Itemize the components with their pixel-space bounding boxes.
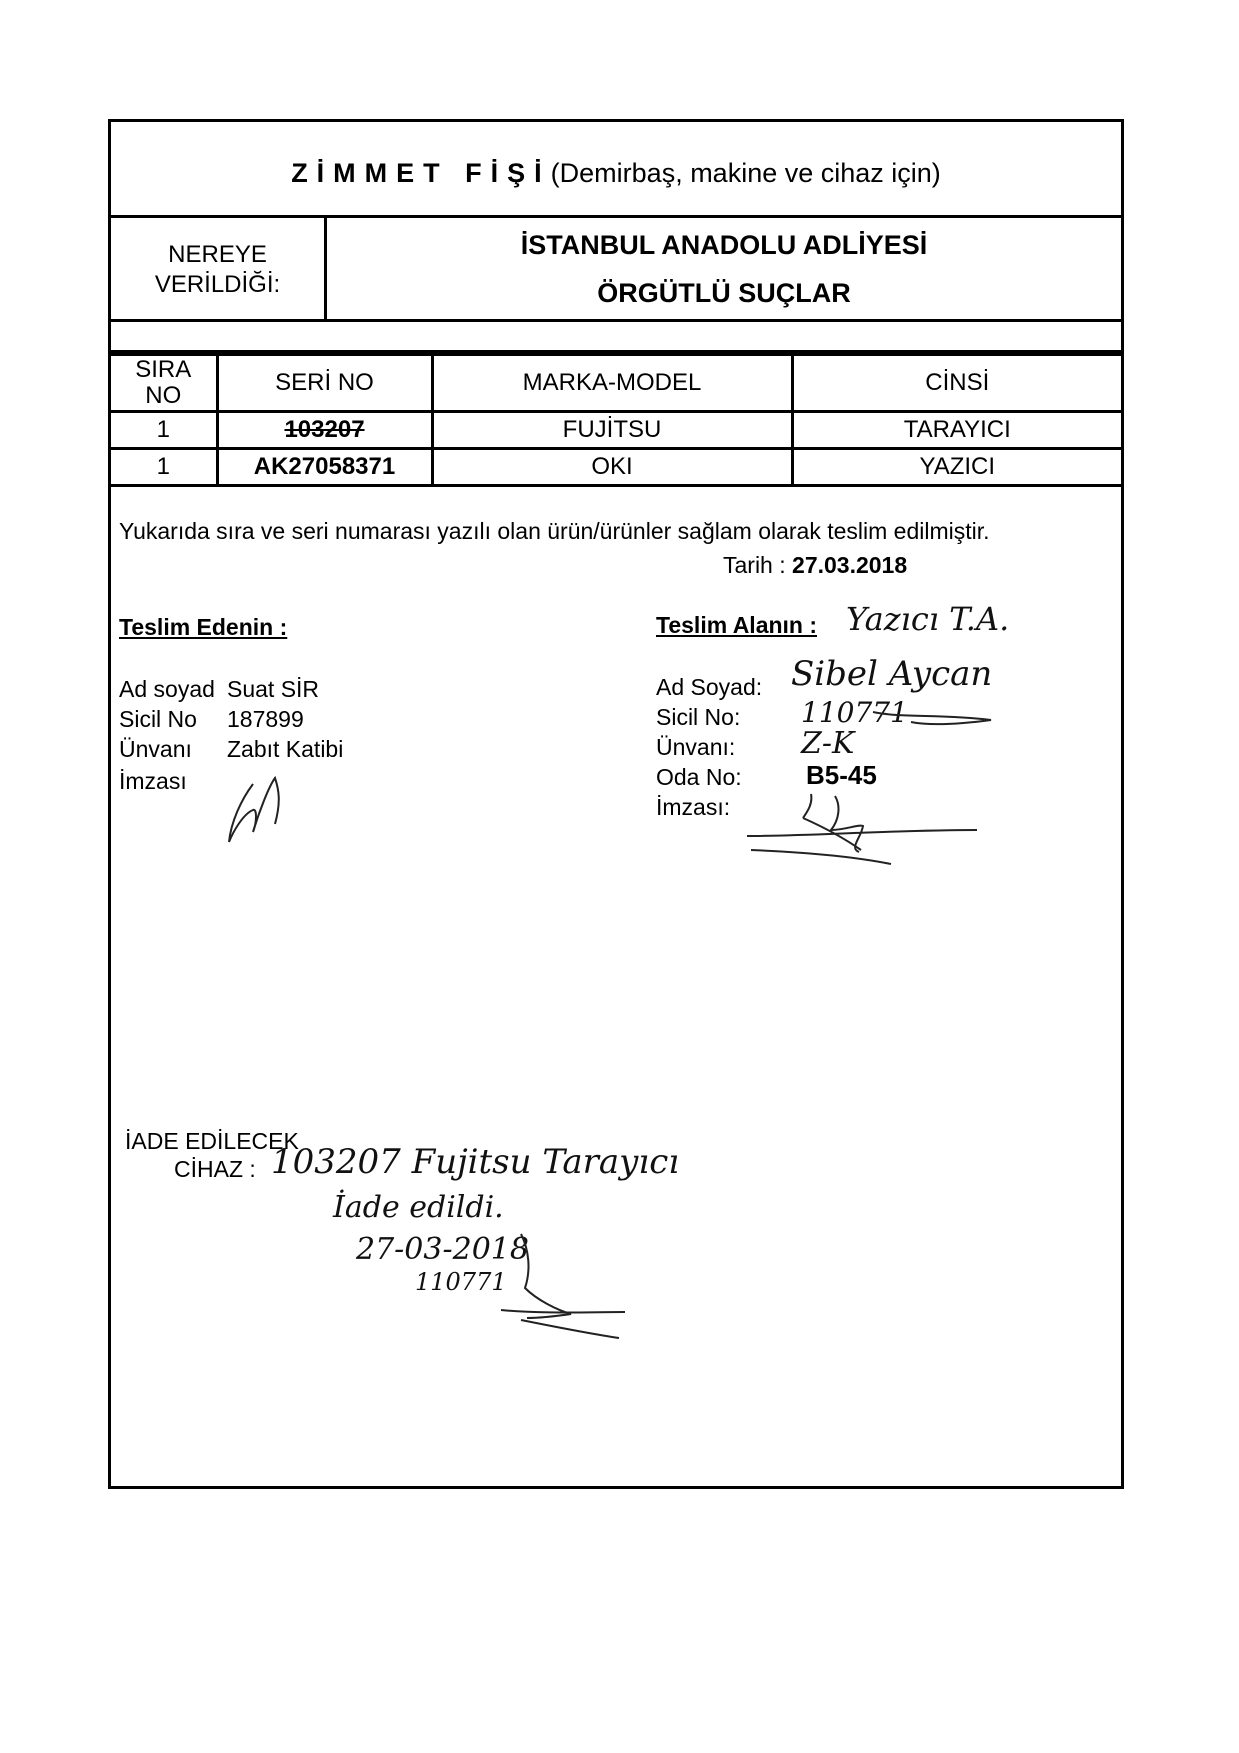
- cell-cinsi: TARAYICI: [792, 412, 1121, 449]
- destination-row: [111, 218, 1121, 322]
- items-table: [111, 353, 1121, 487]
- receiver-registry-value: 110771: [801, 696, 908, 729]
- column-header: MARKA-MODEL: [432, 355, 792, 412]
- return-handwritten-line1: 103207 Fujitsu Tarayıcı: [271, 1142, 680, 1182]
- receiver-name-label: Ad Soyad:: [656, 674, 763, 700]
- column-header: CİNSİ: [792, 355, 1121, 412]
- cell-marka-model: OKI: [432, 449, 792, 486]
- table-header-row: [111, 355, 1121, 412]
- form-title: [111, 158, 1121, 189]
- giver-registry-value: 187899: [227, 706, 304, 732]
- table-row: [111, 412, 1121, 449]
- date-label: Tarih :: [723, 552, 786, 578]
- cell-sira-no: 1: [111, 449, 217, 486]
- giver-signature-label: İmzası: [119, 768, 187, 794]
- form-frame: [108, 119, 1124, 1489]
- destination-label-line2: VERİLDİĞİ:: [154, 271, 281, 298]
- receiver-name-value: Sibel Aycan: [791, 654, 993, 694]
- receiver-registry-scribble: [871, 698, 1001, 738]
- destination-label: [111, 218, 327, 319]
- form-title-note: (Demirbaş, makine ve cihaz için): [550, 158, 941, 188]
- statement: Yukarıda sıra ve seri numarası yazılı olan ürün/ürünler sağlam olarak teslim edilmiştir.: [119, 518, 990, 544]
- date: [723, 552, 907, 579]
- receiver-signature: [741, 790, 981, 870]
- form-title-main: ZİMMET FİŞİ: [291, 158, 551, 188]
- giver-name-label: Ad soyad: [119, 676, 215, 702]
- blank-row: [111, 322, 1121, 353]
- table-row: [111, 449, 1121, 486]
- column-header: SERİ NO: [217, 355, 432, 412]
- struck-serial: 103207: [284, 416, 365, 443]
- destination-value-line2: ÖRGÜTLÜ SUÇLAR: [597, 278, 851, 308]
- giver-position-label: Ünvanı: [119, 736, 192, 762]
- giver-registry-label: Sicil No: [119, 706, 197, 732]
- cell-seri-no: [217, 412, 432, 449]
- receiver-signature-label: İmzası:: [656, 794, 731, 820]
- return-handwritten-line4: 110771: [415, 1268, 507, 1296]
- receiver-room-label: Oda No:: [656, 764, 742, 790]
- date-value: 27.03.2018: [792, 552, 908, 578]
- receiver-position-value: Z-K: [801, 726, 855, 761]
- receiver-room-value: B5-45: [806, 760, 877, 790]
- receiver-title-handwritten: Yazıcı T.A.: [846, 600, 1010, 638]
- destination-label-line1: NEREYE: [168, 241, 267, 268]
- cell-cinsi: YAZICI: [792, 449, 1121, 486]
- giver-position-value: Zabıt Katibi: [227, 736, 344, 762]
- return-signature: [501, 1230, 631, 1340]
- cell-marka-model: FUJİTSU: [432, 412, 792, 449]
- receiver-registry-label: Sicil No:: [656, 704, 741, 730]
- receiver-title: Teslim Alanın :: [656, 612, 818, 638]
- giver-title: Teslim Edenin :: [119, 614, 288, 640]
- cell-sira-no: 1: [111, 412, 217, 449]
- destination-value-line1: İSTANBUL ANADOLU ADLİYESİ: [520, 230, 928, 260]
- cell-seri-no: [217, 449, 432, 486]
- giver-signature: [223, 772, 313, 852]
- title-row: [111, 122, 1121, 218]
- return-label-line1: İADE EDİLECEK: [125, 1128, 299, 1154]
- giver-name-value: Suat SİR: [227, 676, 320, 702]
- column-header: SIRA NO: [111, 355, 217, 412]
- serial: AK27058371: [253, 453, 396, 480]
- return-handwritten-line3: 27-03-2018: [356, 1232, 529, 1267]
- return-handwritten-line2: İade edildi.: [333, 1190, 504, 1225]
- receiver-position-label: Ünvanı:: [656, 734, 736, 760]
- return-label-line2: CİHAZ :: [174, 1156, 256, 1182]
